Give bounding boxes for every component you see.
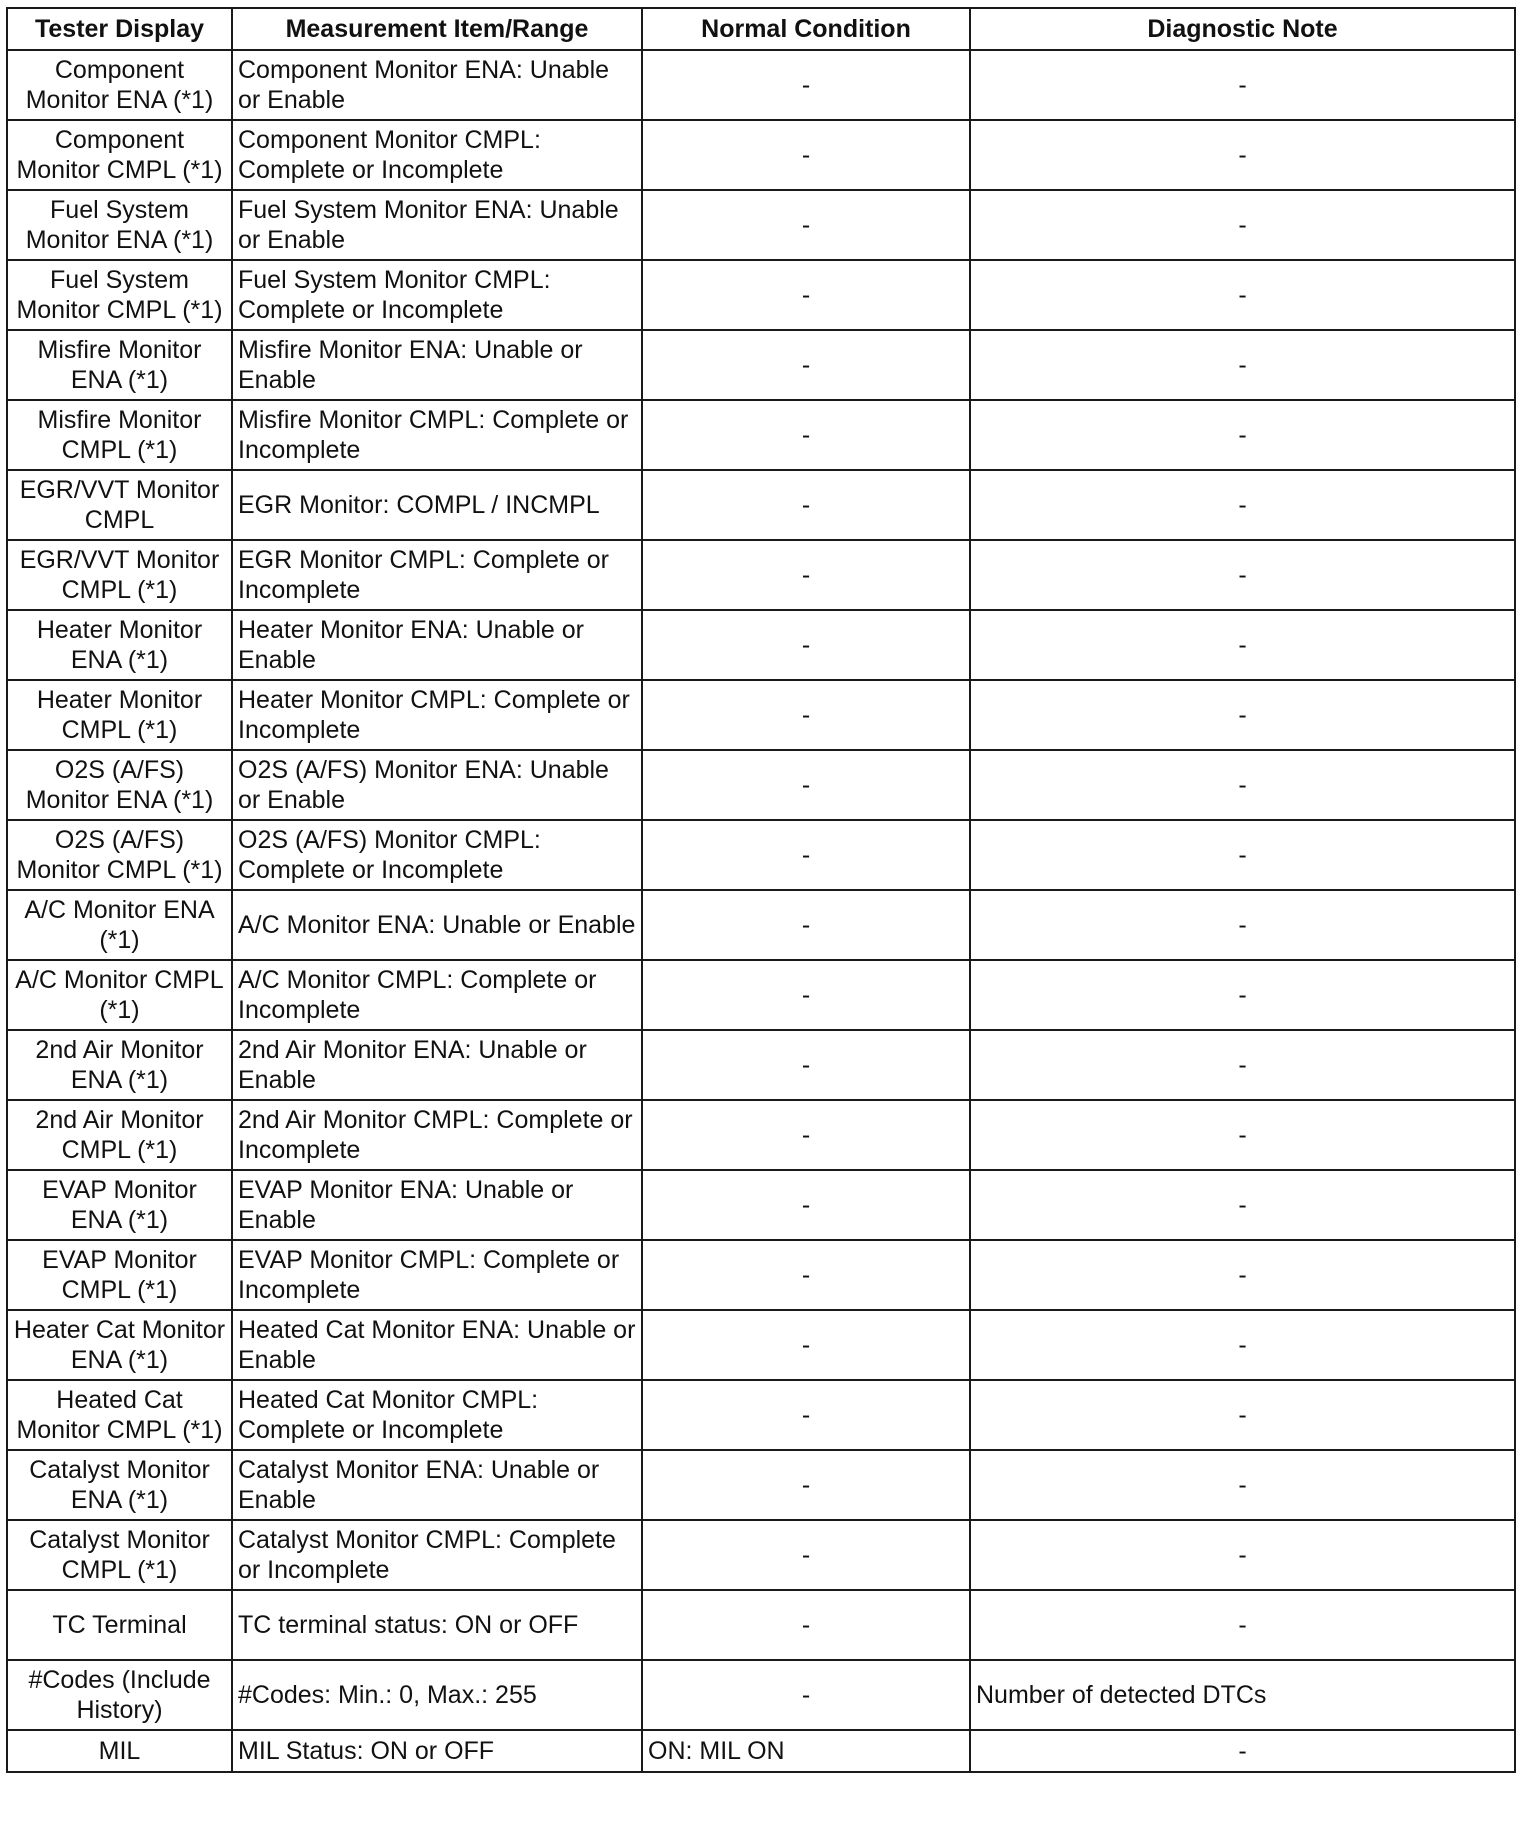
diagnostic-note-cell: - [970, 1240, 1515, 1310]
table-row [7, 1730, 1515, 1772]
header-measurement-item: Measurement Item/Range [232, 8, 642, 50]
tester-display-cell: Catalyst Monitor CMPL (*1) [7, 1520, 232, 1590]
normal-condition-cell: - [642, 960, 970, 1030]
normal-condition-cell: - [642, 890, 970, 960]
normal-condition-cell: - [642, 1100, 970, 1170]
tester-display-cell: TC Terminal [7, 1590, 232, 1660]
diagnostic-note-cell: - [970, 680, 1515, 750]
table-row [7, 890, 1515, 960]
measurement-item-cell: Misfire Monitor ENA: Unable or Enable [232, 330, 642, 400]
measurement-item-cell: Catalyst Monitor ENA: Unable or Enable [232, 1450, 642, 1520]
normal-condition-cell: - [642, 120, 970, 190]
normal-condition-cell: - [642, 470, 970, 540]
measurement-item-cell: Component Monitor CMPL: Complete or Incomplete [232, 120, 642, 190]
tester-display-cell: Fuel System Monitor CMPL (*1) [7, 260, 232, 330]
measurement-item-cell: 2nd Air Monitor ENA: Unable or Enable [232, 1030, 642, 1100]
normal-condition-cell: - [642, 1310, 970, 1380]
measurement-item-cell: MIL Status: ON or OFF [232, 1730, 642, 1772]
diagnostic-note-cell: - [970, 1590, 1515, 1660]
normal-condition-cell: - [642, 1450, 970, 1520]
tester-display-cell: Misfire Monitor CMPL (*1) [7, 400, 232, 470]
diagnostic-note-cell: - [970, 1030, 1515, 1100]
measurement-item-cell: Fuel System Monitor CMPL: Complete or Incomplete [232, 260, 642, 330]
tester-display-cell: O2S (A/FS) Monitor CMPL (*1) [7, 820, 232, 890]
table-row [7, 1310, 1515, 1380]
table-row [7, 680, 1515, 750]
normal-condition-cell: - [642, 1240, 970, 1310]
measurement-item-cell: Catalyst Monitor CMPL: Complete or Incomplete [232, 1520, 642, 1590]
measurement-item-cell: EGR Monitor CMPL: Complete or Incomplete [232, 540, 642, 610]
measurement-item-cell: EGR Monitor: COMPL / INCMPL [232, 470, 642, 540]
measurement-item-cell: Heated Cat Monitor ENA: Unable or Enable [232, 1310, 642, 1380]
measurement-item-cell: 2nd Air Monitor CMPL: Complete or Incomplete [232, 1100, 642, 1170]
normal-condition-cell: - [642, 820, 970, 890]
diagnostic-note-cell: - [970, 960, 1515, 1030]
header-tester-display: Tester Display [7, 8, 232, 50]
measurement-item-cell: #Codes: Min.: 0, Max.: 255 [232, 1660, 642, 1730]
table-row [7, 1380, 1515, 1450]
table-header-row [7, 8, 1515, 50]
diagnostic-note-cell: - [970, 330, 1515, 400]
tester-display-cell: Misfire Monitor ENA (*1) [7, 330, 232, 400]
normal-condition-cell: - [642, 540, 970, 610]
tester-display-cell: Heater Cat Monitor ENA (*1) [7, 1310, 232, 1380]
table-row [7, 190, 1515, 260]
diagnostic-note-cell: - [970, 1170, 1515, 1240]
table-row [7, 1660, 1515, 1730]
tester-display-cell: Component Monitor ENA (*1) [7, 50, 232, 120]
table-row [7, 50, 1515, 120]
diagnostic-note-cell: - [970, 1310, 1515, 1380]
normal-condition-cell: - [642, 1170, 970, 1240]
normal-condition-cell: - [642, 1590, 970, 1660]
normal-condition-cell: - [642, 1380, 970, 1450]
normal-condition-cell: - [642, 190, 970, 260]
table-row [7, 540, 1515, 610]
diagnostic-note-cell: - [970, 1380, 1515, 1450]
diagnostic-note-cell: - [970, 260, 1515, 330]
diagnostic-note-cell: - [970, 50, 1515, 120]
measurement-item-cell: EVAP Monitor CMPL: Complete or Incomplete [232, 1240, 642, 1310]
tester-display-cell: Component Monitor CMPL (*1) [7, 120, 232, 190]
normal-condition-cell: - [642, 330, 970, 400]
table-row [7, 610, 1515, 680]
diagnostic-note-cell: - [970, 1730, 1515, 1772]
table-row [7, 1100, 1515, 1170]
table-row [7, 1520, 1515, 1590]
table-row [7, 260, 1515, 330]
measurement-item-cell: O2S (A/FS) Monitor ENA: Unable or Enable [232, 750, 642, 820]
table-row [7, 120, 1515, 190]
diagnostic-note-cell: - [970, 190, 1515, 260]
diagnostic-note-cell: - [970, 470, 1515, 540]
tester-display-cell: EGR/VVT Monitor CMPL [7, 470, 232, 540]
measurement-item-cell: Heated Cat Monitor CMPL: Complete or Incomplete [232, 1380, 642, 1450]
diagnostic-note-cell: Number of detected DTCs [970, 1660, 1515, 1730]
table-row [7, 960, 1515, 1030]
normal-condition-cell: - [642, 610, 970, 680]
table-row [7, 1030, 1515, 1100]
table-row [7, 1240, 1515, 1310]
tester-display-cell: Heater Monitor CMPL (*1) [7, 680, 232, 750]
tester-display-cell: A/C Monitor CMPL (*1) [7, 960, 232, 1030]
diagnostic-note-cell: - [970, 1450, 1515, 1520]
diagnostic-note-cell: - [970, 750, 1515, 820]
diagnostic-note-cell: - [970, 890, 1515, 960]
tester-display-cell: #Codes (Include History) [7, 1660, 232, 1730]
diagnostic-note-cell: - [970, 820, 1515, 890]
normal-condition-cell: - [642, 1660, 970, 1730]
tester-display-cell: 2nd Air Monitor ENA (*1) [7, 1030, 232, 1100]
tester-display-cell: Fuel System Monitor ENA (*1) [7, 190, 232, 260]
measurement-item-cell: A/C Monitor CMPL: Complete or Incomplete [232, 960, 642, 1030]
normal-condition-cell: - [642, 260, 970, 330]
normal-condition-cell: - [642, 680, 970, 750]
tester-display-cell: Heater Monitor ENA (*1) [7, 610, 232, 680]
measurement-item-cell: A/C Monitor ENA: Unable or Enable [232, 890, 642, 960]
diagnostic-note-cell: - [970, 610, 1515, 680]
tester-display-cell: EVAP Monitor ENA (*1) [7, 1170, 232, 1240]
table-row [7, 750, 1515, 820]
diagnostic-note-cell: - [970, 540, 1515, 610]
tester-display-cell: Catalyst Monitor ENA (*1) [7, 1450, 232, 1520]
table-row [7, 1170, 1515, 1240]
table-row [7, 470, 1515, 540]
normal-condition-cell: - [642, 1520, 970, 1590]
table-row [7, 1590, 1515, 1660]
measurement-item-cell: Fuel System Monitor ENA: Unable or Enable [232, 190, 642, 260]
diagnostic-note-cell: - [970, 400, 1515, 470]
normal-condition-cell: - [642, 50, 970, 120]
table-row [7, 820, 1515, 890]
measurement-item-cell: Heater Monitor CMPL: Complete or Incomplete [232, 680, 642, 750]
tester-display-cell: MIL [7, 1730, 232, 1772]
tester-display-cell: Heated Cat Monitor CMPL (*1) [7, 1380, 232, 1450]
normal-condition-cell: - [642, 1030, 970, 1100]
header-diagnostic-note: Diagnostic Note [970, 8, 1515, 50]
table-body [7, 50, 1515, 1772]
normal-condition-cell: - [642, 400, 970, 470]
measurement-item-cell: EVAP Monitor ENA: Unable or Enable [232, 1170, 642, 1240]
table-row [7, 1450, 1515, 1520]
diagnostic-note-cell: - [970, 1520, 1515, 1590]
normal-condition-cell: ON: MIL ON [642, 1730, 970, 1772]
tester-display-cell: O2S (A/FS) Monitor ENA (*1) [7, 750, 232, 820]
measurement-item-cell: TC terminal status: ON or OFF [232, 1590, 642, 1660]
table-row [7, 400, 1515, 470]
table-row [7, 330, 1515, 400]
header-normal-condition: Normal Condition [642, 8, 970, 50]
measurement-item-cell: O2S (A/FS) Monitor CMPL: Complete or Incomplete [232, 820, 642, 890]
diagnostic-data-table [6, 7, 1516, 1773]
measurement-item-cell: Heater Monitor ENA: Unable or Enable [232, 610, 642, 680]
diagnostic-note-cell: - [970, 1100, 1515, 1170]
diagnostic-note-cell: - [970, 120, 1515, 190]
measurement-item-cell: Misfire Monitor CMPL: Complete or Incomplete [232, 400, 642, 470]
tester-display-cell: A/C Monitor ENA (*1) [7, 890, 232, 960]
measurement-item-cell: Component Monitor ENA: Unable or Enable [232, 50, 642, 120]
tester-display-cell: EVAP Monitor CMPL (*1) [7, 1240, 232, 1310]
tester-display-cell: 2nd Air Monitor CMPL (*1) [7, 1100, 232, 1170]
normal-condition-cell: - [642, 750, 970, 820]
tester-display-cell: EGR/VVT Monitor CMPL (*1) [7, 540, 232, 610]
